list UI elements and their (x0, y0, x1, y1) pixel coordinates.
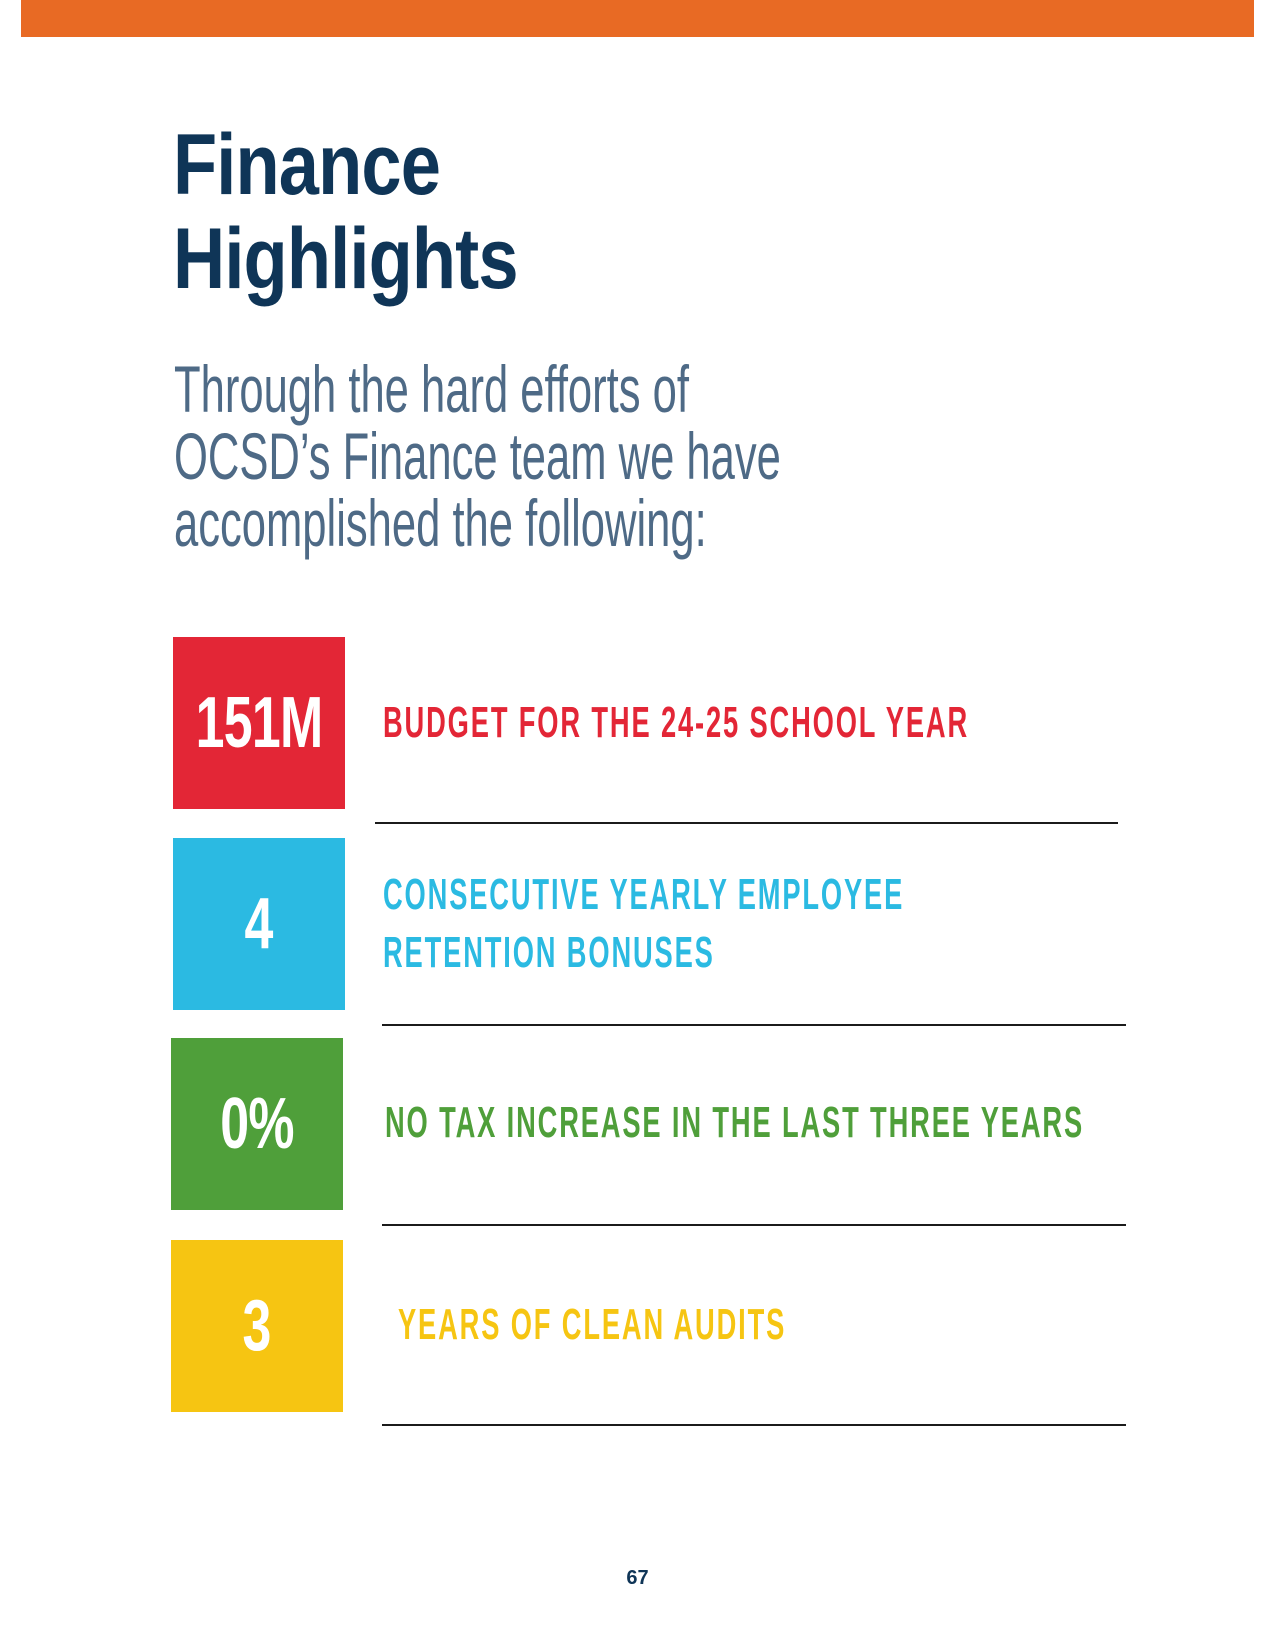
stat-label-bonuses-line-1: CONSECUTIVE YEARLY EMPLOYEE (383, 870, 905, 919)
divider-bonuses (382, 1024, 1126, 1026)
divider-audits (382, 1424, 1126, 1426)
stat-label-bonuses-line-2: RETENTION BONUSES (383, 928, 715, 977)
page-number: 67 (626, 1567, 649, 1589)
intro-line-3: accomplished the following: (174, 486, 707, 560)
stat-label-budget-line-1: BUDGET FOR THE 24-25 SCHOOL YEAR (383, 698, 970, 747)
intro-line-2: OCSD’s Finance team we have (174, 419, 781, 493)
stat-label-audits-line-1: YEARS OF CLEAN AUDITS (398, 1300, 787, 1349)
stat-label-tax-line-1: NO TAX INCREASE IN THE LAST THREE YEARS (385, 1098, 1085, 1147)
stat-value-tax: 0% (220, 1084, 294, 1164)
top-accent-bar (21, 0, 1254, 37)
stat-value-budget: 151M (195, 683, 323, 763)
stat-box-audits (171, 1240, 343, 1412)
stat-box-bonuses (173, 838, 345, 1010)
page-title (173, 118, 518, 306)
divider-budget (375, 822, 1118, 824)
title-line-2: Highlights (173, 211, 518, 307)
title-line-1: Finance (173, 117, 441, 213)
intro-paragraph (174, 352, 781, 560)
stat-value-audits: 3 (242, 1286, 272, 1366)
stat-box-tax (171, 1038, 343, 1210)
stat-label-audits (398, 1296, 786, 1354)
stat-label-tax (385, 1094, 1084, 1152)
divider-tax (382, 1224, 1126, 1226)
intro-line-1: Through the hard efforts of (174, 352, 689, 426)
stat-label-bonuses (383, 866, 904, 982)
stat-value-bonuses: 4 (244, 884, 274, 964)
stat-box-budget (173, 637, 345, 809)
stat-label-budget (383, 694, 969, 752)
